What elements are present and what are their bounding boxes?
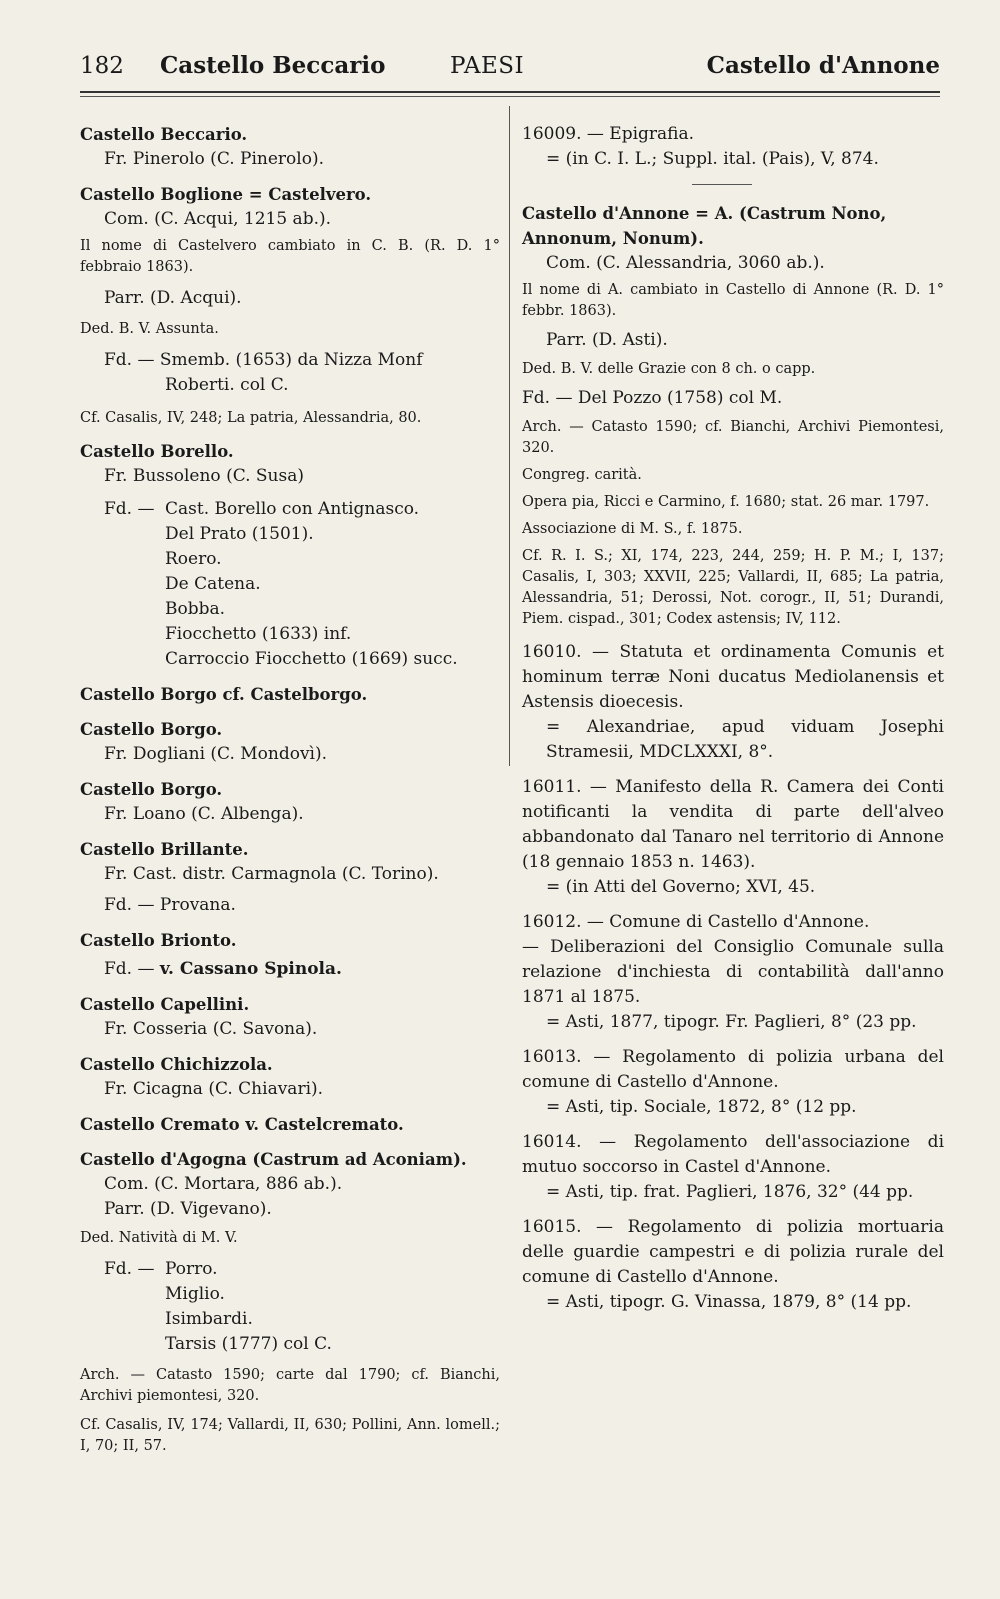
entry-castello-brionto [80,928,500,982]
entry-imprint: = Alexandriae, apud viduam Josephi Stramesii, MDCLXXXI, 8°. [546,717,944,762]
running-header [80,52,940,92]
entry-heading: Castello Borgo cf. Castelborgo. [80,685,368,704]
entry-castello-borello [80,439,500,672]
entry-title: 16010. — Statuta et ordinamenta Comunis et hominum terræ Noni ducatus Mediolanensis et Astensis dioecesis. [522,642,944,712]
entry-feudo [80,957,500,982]
feudatario: Bobba. [165,599,226,619]
entry-cf: Cf. Casalis, IV, 248; La patria, Alessandria, 80. [80,410,422,426]
entry-parrocchia: Parr. (D. Acqui). [104,288,242,308]
entry-heading: Castello Brillante. [80,840,249,859]
entry-note: Il nome di A. cambiato in Castello di Annone (R. D. 1° febbr. 1863). [522,282,944,319]
entry-frazione: Fr. Pinerolo (C. Pinerolo). [104,149,324,169]
entry-heading: Castello Cremato v. Castelcremato. [80,1115,404,1134]
entry-heading: Castello d'Annone = A. (Castrum Nono, Annonum, Nonum). [522,204,887,248]
entry-feudo: Fd. — Del Pozzo (1758) col M. [522,388,783,408]
entry-feudo: Fd. — Smemb. (1653) da Nizza Monf [104,350,423,370]
entry-title: 16013. — Regolamento di polizia urbana del comune di Castello d'Annone. [522,1047,944,1092]
entry-castello-borgo-loano [80,777,500,827]
entry-16015 [522,1215,944,1315]
header-rule [80,91,940,93]
entry-opera-pia: Opera pia, Ricci e Carmino, f. 1680; stat. 26 mar. 1797. [522,494,930,510]
entry-castello-borgo-dogliani [80,717,500,767]
entry-castello-beccario [80,122,500,172]
entry-16013 [522,1045,944,1120]
feudatario: Tarsis (1777) col C. [165,1334,332,1354]
entry-heading: Castello Borello. [80,442,234,461]
feudatario: Isimbardi. [165,1309,253,1329]
entry-heading: Castello d'Agogna (Castrum ad Aconiam). [80,1150,467,1169]
header-right-title: Castello d'Annone [706,52,940,79]
entry-title: 16009. — Epigrafia. [522,124,695,144]
feudo-value: v. Cassano Spinola. [159,959,342,979]
entry-frazione: Fr. Cicagna (C. Chiavari). [104,1079,324,1099]
entry-castello-boglione [80,182,500,429]
entry-imprint: = Asti, tip. Sociale, 1872, 8° (12 pp. [546,1097,857,1117]
feudatario: Carroccio Fiocchetto (1669) succ. [165,649,458,669]
header-center-title: PAESI [450,53,525,79]
entry-title: 16012. — Comune di Castello d'Annone. [522,912,870,932]
feudatario: Fiocchetto (1633) inf. [165,624,352,644]
entry-imprint: = Asti, tipogr. G. Vinassa, 1879, 8° (14 pp. [546,1292,912,1312]
entry-imprint: = (in C. I. L.; Suppl. ital. (Pais), V, 874. [546,149,879,169]
entry-note: Il nome di Castelvero cambiato in C. B. (R. D. 1° febbraio 1863). [80,238,500,275]
entry-castello-brillante [80,837,500,918]
entry-cf: Cf. R. I. S.; XI, 174, 223, 244, 259; H. P. M.; I, 137; Casalis, I, 303; XXVII, 225; Vallardi, II, 685; La patria, Alessandria, 51; Derossi, Not. corogr., II, 51; Durandi, Piem. cispad., 301; Codex astensis; IV, 112. [522,548,944,627]
feudatario: Roero. [165,549,222,569]
entry-castello-capellini [80,992,500,1042]
entry-castello-annone [522,201,944,630]
entry-feudatari [80,497,500,672]
entry-frazione: Fr. Cosseria (C. Savona). [104,1019,318,1039]
entry-castello-chichizzola [80,1052,500,1102]
feudo-label: Fd. — [104,499,155,519]
entry-16010 [522,640,944,765]
entry-dedica: Ded. Natività di M. V. [80,1230,238,1246]
feudatario: De Catena. [165,574,261,594]
entry-body: — Deliberazioni del Consiglio Comunale sulla relazione d'inchiesta di contabilità dall'anno 1871 al 1875. [522,937,944,1007]
entry-feudatari [80,1257,500,1357]
entry-comune: Com. (C. Mortara, 886 ab.). [104,1174,343,1194]
feudatario: Porro. [165,1259,218,1279]
entry-16011 [522,775,944,900]
entry-title: 16011. — Manifesto della R. Camera dei Conti notificanti la vendita di parte dell'alveo abbandonato dal Tanaro nel territorio di Annone (18 gennaio 1853 n. 1463). [522,777,944,872]
entry-heading: Castello Borgo. [80,720,223,739]
right-column [522,122,944,1325]
section-rule [692,184,752,185]
entry-imprint: = (in Atti del Governo; XVI, 45. [546,877,816,897]
feudo-label: Fd. — [104,959,160,979]
entry-castello-borgo-cf [80,682,500,707]
entry-heading: Castello Borgo. [80,780,223,799]
feudatario: Del Prato (1501). [165,524,314,544]
entry-heading: Castello Chichizzola. [80,1055,273,1074]
page-number: 182 [80,53,124,79]
entry-16009 [522,122,944,172]
entry-heading: Castello Capellini. [80,995,250,1014]
feudo-label: Fd. — [104,1259,155,1279]
entry-16014 [522,1130,944,1205]
header-left-title: Castello Beccario [160,52,386,79]
entry-frazione: Fr. Dogliani (C. Mondovì). [104,744,328,764]
header-rule-thin [80,96,940,97]
entry-castello-cremato [80,1112,500,1137]
entry-castello-agogna [80,1147,500,1457]
entry-congregazione: Congreg. carità. [522,467,642,483]
entry-heading: Castello Brionto. [80,931,237,950]
entry-comune: Com. (C. Alessandria, 3060 ab.). [546,253,825,273]
entry-parrocchia: Parr. (D. Vigevano). [104,1199,272,1219]
entry-comune: Com. (C. Acqui, 1215 ab.). [104,209,332,229]
entry-associazione: Associazione di M. S., f. 1875. [522,521,743,537]
entry-archivio: Arch. — Catasto 1590; carte dal 1790; cf. Bianchi, Archivi piemontesi, 320. [80,1367,500,1404]
entry-cf: Cf. Casalis, IV, 174; Vallardi, II, 630; Pollini, Ann. lomell.; I, 70; II, 57. [80,1417,500,1454]
entry-frazione: Fr. Loano (C. Albenga). [104,804,304,824]
feudatario: Miglio. [165,1284,225,1304]
column-divider [509,106,510,766]
entry-title: 16015. — Regolamento di polizia mortuaria delle guardie campestri e di polizia rurale del comune di Castello d'Annone. [522,1217,944,1287]
entry-frazione: Fr. Cast. distr. Carmagnola (C. Torino). [104,864,439,884]
entry-heading: Castello Boglione = Castelvero. [80,185,372,204]
entry-dedica: Ded. B. V. Assunta. [80,321,219,337]
entry-dedica: Ded. B. V. delle Grazie con 8 ch. o capp. [522,361,816,377]
entry-feudo-cont: Roberti. col C. [165,375,289,395]
entry-title: 16014. — Regolamento dell'associazione di mutuo soccorso in Castel d'Annone. [522,1132,944,1177]
entry-frazione: Fr. Bussoleno (C. Susa) [104,466,304,486]
entry-feudo: Fd. — Provana. [104,895,236,915]
entry-heading: Castello Beccario. [80,125,248,144]
feudatario: Cast. Borello con Antignasco. [165,499,420,519]
entry-imprint: = Asti, tip. frat. Paglieri, 1876, 32° (44 pp. [546,1182,914,1202]
entry-imprint: = Asti, 1877, tipogr. Fr. Paglieri, 8° (23 pp. [546,1012,917,1032]
entry-parrocchia: Parr. (D. Asti). [546,330,668,350]
left-column [80,122,500,1467]
entry-archivio: Arch. — Catasto 1590; cf. Bianchi, Archivi Piemontesi, 320. [522,419,944,456]
entry-16012 [522,910,944,1035]
